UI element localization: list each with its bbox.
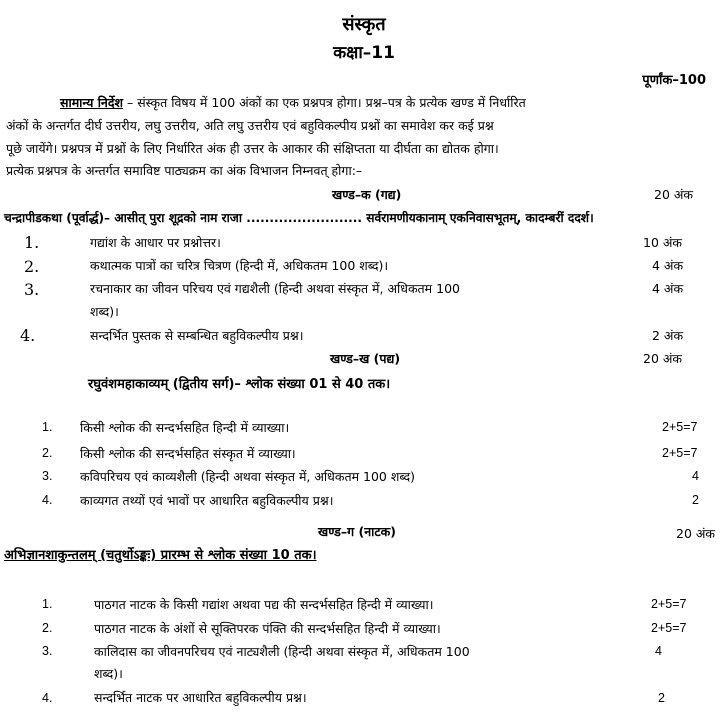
section-b-marks: 20 अंक [643,351,683,366]
section-a-item-2-text: कथात्मक पात्रों का चरित्र चित्रण (हिन्दी में, अधिकतम 100 शब्द)। [90,258,389,273]
section-c-item-2-marks: 2+5=7 [651,621,687,635]
general-instructions-text-line1: – संस्कृत विषय में 100 अंकों का एक प्रश्नपत्र होगा। प्रश्न–पत्र के प्रत्येक खण्ड में निर्धारित [127,95,526,110]
section-b-item-1-number: 1. [42,420,53,434]
section-b-item-1-text: किसी श्लोक की सन्दर्भसहित हिन्दी में व्याख्या। [80,420,290,435]
section-c-item-3-text-continued: शब्द)। [94,666,123,681]
section-a-item-3-marks: 4 अंक [652,281,684,296]
section-b-item-4-number: 4. [42,493,53,507]
section-c-item-1-marks: 2+5=7 [651,597,687,611]
section-c-marks: 20 अंक [676,526,716,541]
section-a-item-3-text-continued: शब्द)। [90,304,119,319]
section-c-item-3-text: कालिदास का जीवनपरिचय एवं नाट्यशैली (हिन्दी अथवा संस्कृत में, अधिकतम 100 [94,644,470,659]
section-a-item-4-marks: 2 अंक [652,328,684,343]
section-b-item-2-number: 2. [42,446,53,460]
section-b-item-3-text: कविपरिचय एवं काव्यशैली (हिन्दी अथवा संस्कृत में, अधिकतम 100 शब्द) [80,469,416,484]
section-b-item-3-marks: 4 [692,469,699,483]
section-c-subtitle: अभिज्ञानशाकुन्तलम् (चतुर्थोऽङ्कः) प्रारम्भ से श्लोक संख्या 10 तक। [4,548,317,563]
section-c-item-4-text: सन्दर्भित नाटक पर आधारित बहुविकल्पीय प्रश्न। [94,690,307,705]
general-instructions-text-line3: पूछे जायेंगे। प्रश्नपत्र में प्रश्नों के लिए निर्धारित अंक ही उत्तर के आकार की संक्षिप्तता या दीर्घता का द्योतक होगा। [6,141,499,156]
section-a-item-2-number: 2. [24,257,40,276]
section-a-item-4-number: 4. [20,326,36,345]
section-b-heading: खण्ड–ख (पद्य) [330,351,401,366]
section-a-item-2-marks: 4 अंक [652,258,684,273]
section-a-heading: खण्ड–क (गद्य) [332,187,402,202]
general-instructions-text-line2: अंकों के अन्तर्गत दीर्घ उत्तरीय, लघु उत्तरीय, अति लघु उत्तरीय एवं बहुविकल्पीय प्रश्नों का समावेश कर कई प्रश्न [6,118,494,133]
section-a-item-4-text: सन्दर्भित पुस्तक से सम्बन्धित बहुविकल्पीय प्रश्न। [90,328,304,343]
section-b-item-3-number: 3. [42,469,53,483]
general-instructions-label: सामान्य निर्देश [60,95,124,110]
general-instructions-text-line4: प्रत्येक प्रश्नपत्र के अन्तर्गत समाविष्ट पाठ्यक्रम का अंक विभाजन निम्नवत् होगा:– [6,163,363,178]
section-a-item-1-number: 1. [24,233,40,252]
section-a-item-3-text: रचनाकार का जीवन परिचय एवं गद्यशैली (हिन्दी अथवा संस्कृत में, अधिकतम 100 [90,281,460,296]
full-marks: पूर्णांक–100 [642,73,706,88]
section-c-item-3-number: 3. [42,644,53,658]
section-a-item-1-marks: 10 अंक [643,235,683,250]
general-instructions-first-line [60,94,526,111]
section-b-item-4-text: काव्यगत तथ्यों एवं भावों पर आधारित बहुविकल्पीय प्रश्न। [80,493,334,508]
class-label: कक्षा–11 [333,43,395,63]
section-b-item-1-marks: 2+5=7 [662,420,698,434]
section-a-item-1-text: गद्यांश के आधार पर प्रश्नोत्तर। [90,235,221,250]
section-c-item-4-marks: 2 [658,691,665,705]
section-c-item-1-text: पाठगत नाटक के किसी गद्यांश अथवा पद्य की सन्दर्भसहित हिन्दी में व्याख्या। [94,597,434,612]
section-a-subtitle: चन्द्रापीडकथा (पूर्वार्द्ध)– आसीत् पुरा शूद्रको नाम राजा ......................... सर्वरामणीयकानाम् एकनिवासभूतम्, कादम्बरीं ददर्श। [4,211,594,225]
section-b-item-2-marks: 2+5=7 [662,446,698,460]
section-b-subtitle: रघुवंशमहाकाव्यम् (द्वितीय सर्ग)– श्लोक संख्या 01 से 40 तक। [88,377,391,392]
section-b-item-4-marks: 2 [692,493,699,507]
section-c-item-3-marks: 4 [655,644,662,658]
section-c-item-4-number: 4. [42,691,53,705]
section-c-item-2-text: पाठगत नाटक के अंशों से सूक्तिपरक पंक्ति की सन्दर्भसहित हिन्दी में व्याख्या। [94,621,441,636]
section-b-item-2-text: किसी श्लोक की सन्दर्भसहित संस्कृत में व्याख्या। [80,446,296,461]
section-a-item-3-number: 3. [24,280,40,299]
page-title: संस्कृत [342,14,386,35]
section-c-item-2-number: 2. [42,621,53,635]
section-c-heading: खण्ड–ग (नाटक) [318,524,396,539]
section-a-marks: 20 अंक [654,187,694,202]
section-c-item-1-number: 1. [42,597,53,611]
